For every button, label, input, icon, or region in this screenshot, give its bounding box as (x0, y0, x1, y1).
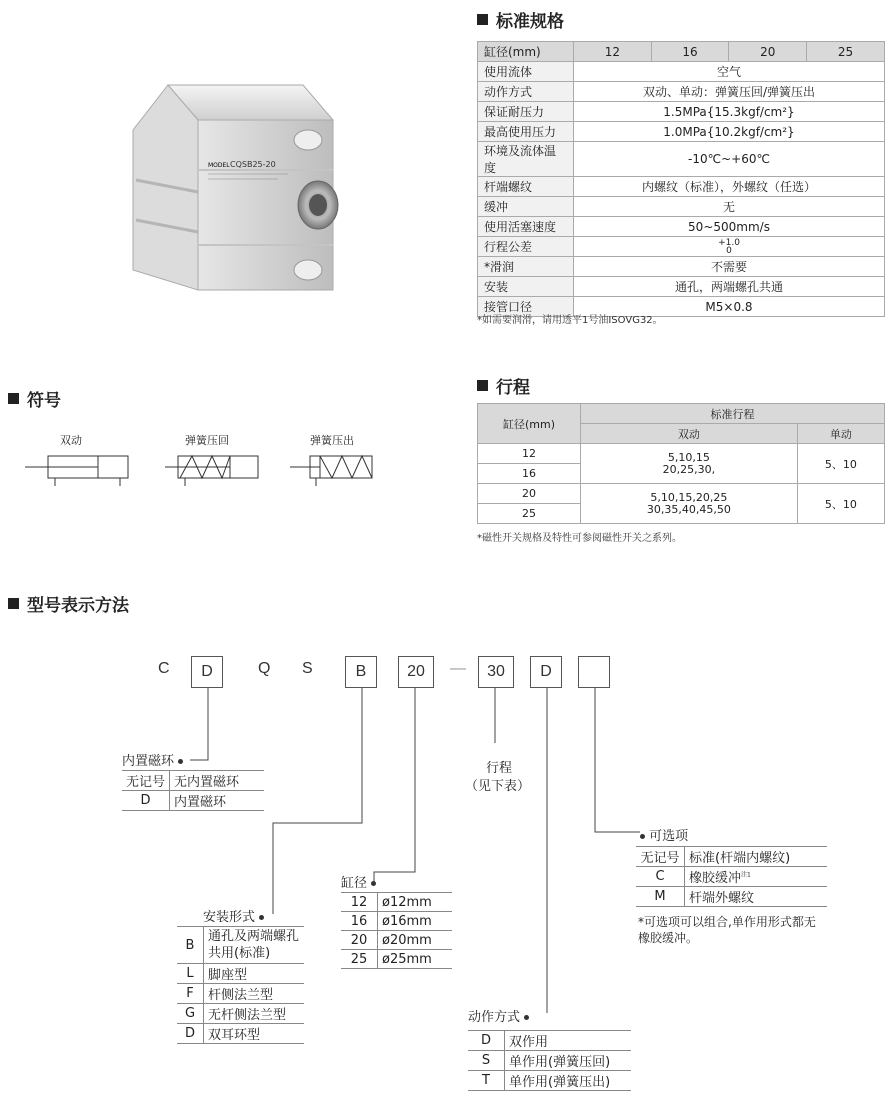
code-desc: 双耳环型 (204, 1024, 305, 1044)
bullet-dot-icon (178, 759, 183, 764)
spec-label: *滑润 (478, 257, 574, 277)
code-key: D (468, 1031, 505, 1051)
table-row (177, 964, 304, 984)
spec-value: 1.0MPa{10.2kgf/cm²} (574, 122, 885, 142)
stroke-bore: 20 (478, 484, 581, 504)
model-code-title: 型号表示方法 (27, 596, 129, 616)
code-key: S (468, 1051, 505, 1071)
code-desc: ø25mm (378, 950, 453, 969)
table-row (636, 867, 827, 887)
bullet-dot-icon (259, 915, 264, 920)
table-row (177, 1004, 304, 1024)
table-row (468, 1031, 631, 1051)
spec-value: 空气 (574, 62, 885, 82)
table-row (341, 912, 452, 931)
model-prefix: MODEL (208, 162, 230, 169)
code-char-c: C (158, 660, 170, 677)
code-box-action: D (530, 656, 562, 688)
stroke-double-line: 5,10,15 (667, 450, 710, 464)
stroke-bore: 25 (478, 504, 581, 524)
bore-table (341, 892, 452, 969)
table-row (122, 771, 264, 791)
spec-label: 保证耐压力 (478, 102, 574, 122)
symbol-label-spring-return: 弹簧压回 (185, 434, 229, 447)
code-key: M (636, 887, 685, 907)
spec-note: *如需要润滑，请用透平1号油ISOVG32。 (477, 315, 663, 326)
spec-label: 最高使用压力 (478, 122, 574, 142)
spec-size: 25 (807, 42, 885, 62)
stroke-single-values: 5、10 (797, 484, 884, 524)
table-row (468, 1051, 631, 1071)
code-key: B (177, 927, 204, 964)
code-desc: 脚座型 (204, 964, 305, 984)
option-table (636, 846, 827, 907)
code-desc: ø12mm (378, 893, 453, 912)
spec-label: 杆端螺纹 (478, 177, 574, 197)
code-key: F (177, 984, 204, 1004)
tolerance-upper: +1.0 (718, 237, 740, 248)
code-key: 16 (341, 912, 378, 931)
spec-value: 通孔，两端螺孔共通 (574, 277, 885, 297)
stroke-bore: 16 (478, 464, 581, 484)
code-key: T (468, 1071, 505, 1091)
symbol-label-double: 双动 (60, 434, 82, 447)
code-char-s: S (302, 660, 313, 677)
table-row (177, 1024, 304, 1044)
table-row (468, 1071, 631, 1091)
table-row (341, 950, 452, 969)
spec-header-label: 缸径(mm) (478, 42, 574, 62)
spec-label: 使用活塞速度 (478, 217, 574, 237)
action-label-text: 动作方式 (468, 1010, 521, 1025)
code-box-bore: 20 (398, 656, 434, 688)
mount-label (203, 906, 264, 925)
stroke-bore: 12 (478, 444, 581, 464)
bullet-dot-icon (524, 1015, 529, 1020)
magnet-label (122, 750, 183, 769)
spec-value: -10℃~+60℃ (574, 142, 885, 177)
code-desc: 杆侧法兰型 (204, 984, 305, 1004)
stroke-single-values: 5、10 (797, 444, 884, 484)
action-table (468, 1030, 631, 1091)
mount-label-text: 安装形式 (203, 910, 256, 925)
code-key: G (177, 1004, 204, 1024)
spec-label: 环境及流体温度 (478, 142, 574, 177)
stroke-note: *磁性开关规格及特性可参阅磁性开关之系列。 (477, 533, 682, 544)
code-key: 无记号 (122, 771, 170, 791)
tolerance-lower: 0 (726, 245, 732, 256)
symbol-title: 符号 (27, 391, 61, 411)
spec-value: 50~500mm/s (574, 217, 885, 237)
model-label: CQSB25-20 (230, 160, 276, 169)
spec-label: 接管口径 (478, 297, 574, 317)
code-box-stroke: 30 (478, 656, 514, 688)
code-desc: 无杆侧法兰型 (204, 1004, 305, 1024)
code-key: C (636, 867, 685, 887)
stroke-double-line: 5,10,15,20,25 (650, 490, 728, 504)
code-key: 无记号 (636, 847, 685, 867)
magnet-table (122, 770, 264, 811)
stroke-ref-sub: （见下表） (465, 779, 531, 794)
code-key: 20 (341, 931, 378, 950)
option-desc-text: 橡胶缓冲 (689, 871, 742, 886)
mount-table (177, 926, 304, 1044)
spec-size: 12 (574, 42, 652, 62)
spec-label: 动作方式 (478, 82, 574, 102)
table-row (341, 931, 452, 950)
table-row (177, 927, 304, 964)
stroke-title: 行程 (496, 378, 530, 398)
stroke-double-line: 30,35,40,45,50 (646, 502, 731, 516)
spec-value: 内螺纹（标准），外螺纹（任选） (574, 177, 885, 197)
code-desc: ø20mm (378, 931, 453, 950)
code-char-q: Q (258, 660, 271, 677)
spec-size: 20 (729, 42, 807, 62)
footnote-mark: 注1 (741, 871, 751, 879)
code-desc: 通孔及两端螺孔共用(标准) (204, 927, 305, 964)
code-key: 12 (341, 893, 378, 912)
code-desc: ø16mm (378, 912, 453, 931)
code-desc: 单作用(弹簧压出) (505, 1071, 632, 1091)
spec-label: 行程公差 (478, 237, 574, 257)
code-key: D (177, 1024, 204, 1044)
table-row (122, 791, 264, 811)
stroke-double-line: 20,25,30, (662, 462, 716, 476)
code-key: D (122, 791, 170, 811)
stroke-col-bore: 缸径(mm) (478, 404, 581, 444)
spec-label: 缓冲 (478, 197, 574, 217)
code-desc (685, 867, 828, 887)
option-note: *可选项可以组合,单作用形式都无橡胶缓冲。 (638, 915, 816, 945)
code-desc: 标准(杆端内螺纹) (685, 847, 828, 867)
code-key: L (177, 964, 204, 984)
stroke-ref-label: 行程 (486, 761, 513, 776)
stroke-col-std: 标准行程 (581, 404, 885, 424)
magnet-label-text: 内置磁环 (122, 754, 175, 769)
spec-value: 双动、单动：弹簧压回/弹簧压出 (574, 82, 885, 102)
spec-value: M5×0.8 (574, 297, 885, 317)
bore-label-text: 缸径 (341, 876, 368, 891)
code-dash: — (450, 660, 466, 677)
code-box-mount: B (345, 656, 377, 688)
spec-value: 1.5MPa{15.3kgf/cm²} (574, 102, 885, 122)
action-label (468, 1006, 529, 1025)
code-key: 25 (341, 950, 378, 969)
spec-label: 安装 (478, 277, 574, 297)
code-box-option (578, 656, 610, 688)
option-label-text: 可选项 (649, 829, 689, 844)
bullet-dot-icon (640, 834, 645, 839)
table-row (341, 893, 452, 912)
bullet-dot-icon (371, 881, 376, 886)
spec-label: 使用流体 (478, 62, 574, 82)
bore-label (341, 872, 376, 891)
spec-size: 16 (651, 42, 729, 62)
code-desc: 单作用(弹簧压回) (505, 1051, 632, 1071)
table-row (636, 887, 827, 907)
symbol-label-spring-extend: 弹簧压出 (310, 434, 354, 447)
option-label (640, 825, 688, 844)
code-desc: 杆端外螺纹 (685, 887, 828, 907)
spec-title: 标准规格 (496, 12, 564, 32)
code-desc: 无内置磁环 (170, 771, 265, 791)
stroke-col-single: 单动 (797, 424, 884, 444)
spec-value: 无 (574, 197, 885, 217)
stroke-col-double: 双动 (581, 424, 798, 444)
code-desc: 双作用 (505, 1031, 632, 1051)
table-row (177, 984, 304, 1004)
table-row (636, 847, 827, 867)
spec-value: 不需要 (574, 257, 885, 277)
code-desc: 内置磁环 (170, 791, 265, 811)
code-box-magnet: D (191, 656, 223, 688)
